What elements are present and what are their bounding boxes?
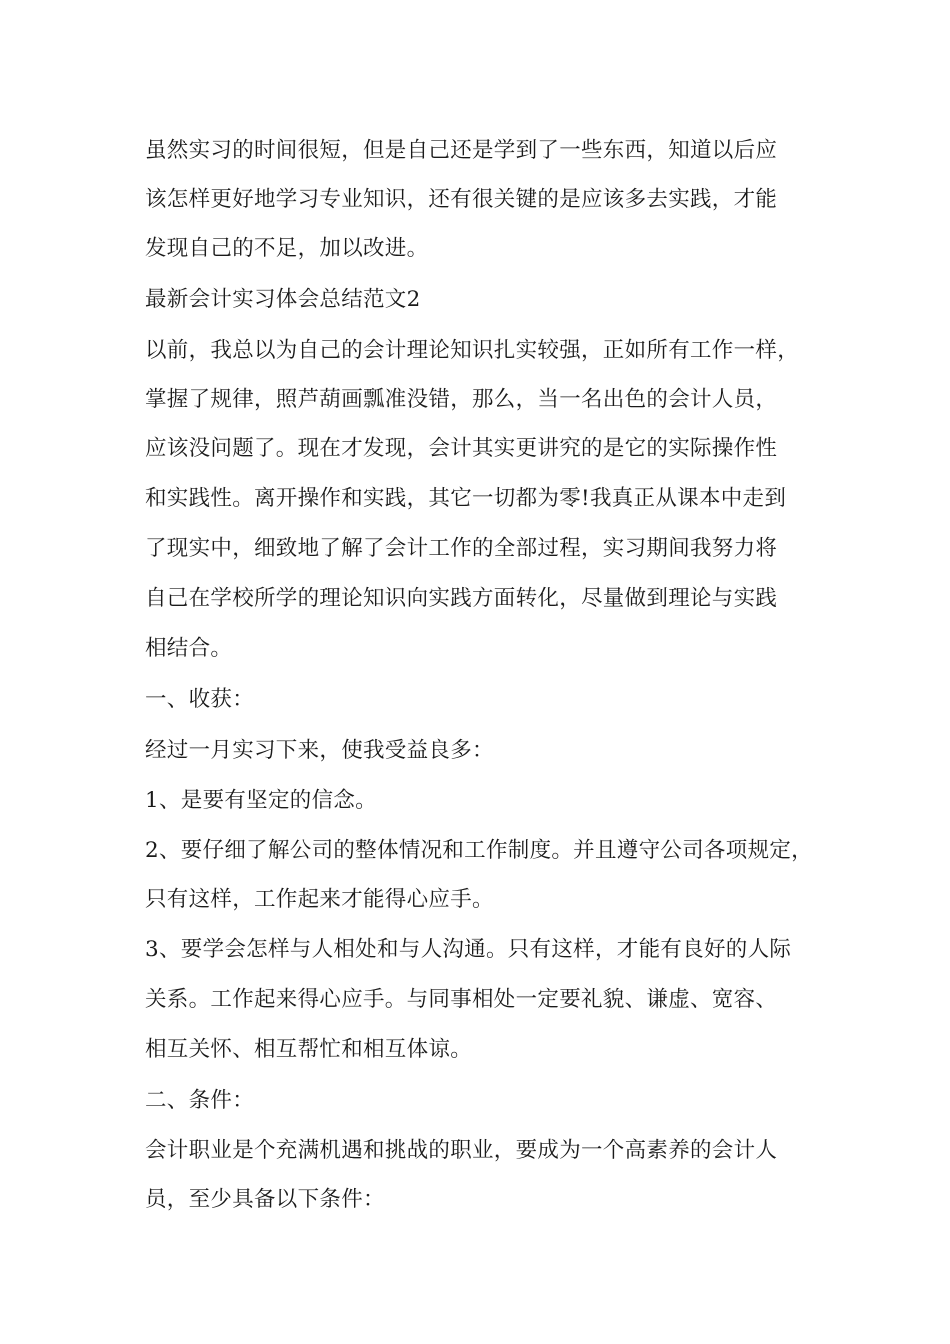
list-item: 2、要仔细了解公司的整体情况和工作制度。并且遵守公司各项规定， (145, 838, 813, 863)
list-item: 1、是要有坚定的信念。 (145, 788, 377, 813)
paragraph-line: 自己在学校所学的理论知识向实践方面转化，尽量做到理论与实践 (145, 586, 778, 611)
paragraph-line: 相结合。 (145, 636, 233, 661)
paragraph-line: 会计职业是个充满机遇和挑战的职业，要成为一个高素养的会计人 (145, 1138, 778, 1163)
paragraph-line: 和实践性。离开操作和实践，其它一切都为零!我真正从课本中走到 (145, 486, 787, 511)
paragraph-line: 相互关怀、相互帮忙和相互体谅。 (145, 1037, 473, 1062)
paragraph-line: 应该没问题了。现在才发现，会计其实更讲究的是它的实际操作性 (145, 436, 778, 461)
paragraph-line: 关系。工作起来得心应手。与同事相处一定要礼貌、谦虚、宽容、 (145, 987, 778, 1012)
paragraph-line: 了现实中，细致地了解了会计工作的全部过程，实习期间我努力将 (145, 536, 778, 561)
section-heading: 二、条件： (145, 1088, 255, 1113)
paragraph-line: 发现自己的不足，加以改进。 (145, 236, 429, 261)
paragraph-line: 虽然实习的时间很短，但是自己还是学到了一些东西，知道以后应 (145, 138, 778, 163)
section-title: 最新会计实习体会总结范文2 (145, 287, 421, 312)
paragraph-line: 以前，我总以为自己的会计理论知识扎实较强，正如所有工作一样， (145, 338, 800, 363)
paragraph-line: 该怎样更好地学习专业知识，还有很关键的是应该多去实践，才能 (145, 187, 778, 212)
paragraph-line: 员，至少具备以下条件： (145, 1187, 385, 1212)
list-item: 3、要学会怎样与人相处和与人沟通。只有这样，才能有良好的人际 (145, 937, 792, 962)
section-heading: 一、收获： (145, 687, 255, 712)
paragraph-line: 经过一月实习下来，使我受益良多： (145, 738, 494, 763)
paragraph-line: 掌握了规律，照芦葫画瓢准没错，那么，当一名出色的会计人员， (145, 387, 778, 412)
paragraph-line: 只有这样，工作起来才能得心应手。 (145, 887, 494, 912)
